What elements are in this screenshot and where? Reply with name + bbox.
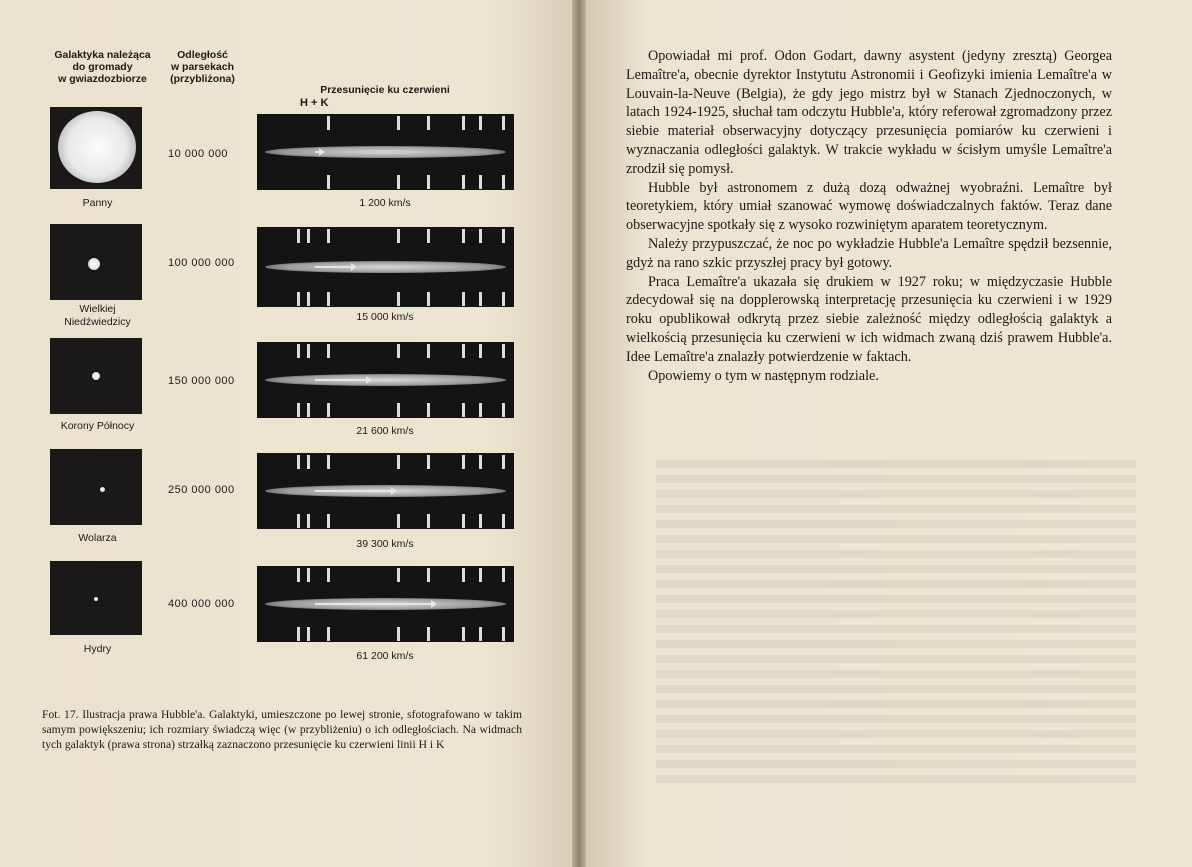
distance-value: 10 000 000 (168, 148, 229, 160)
comparison-lines-bottom (257, 512, 514, 529)
spectrum-row-5 (257, 566, 514, 642)
paragraph: Opowiadał mi prof. Odon Godart, dawny asystent (jedyny zresztą) Georgea Lemaître'a, obecnie dyrektor Instytutu Astronomii i Geofizyki imienia Lemaître'a w Louvain-la-Neuve (Belgia), że gdy jego mistrz był w Stanach Zjednoczonych, w latach 1924-1925, słuchał tam odczytu Hubble'a, który referował zgromadzony przez siebie materiał obserwacyjny dotyczący przesunięcia pomiarów ku czerwieni i wyznaczania odległości galaktyk. W trakcie wykładu w ścisłym umyśle Lemaître'a zrodził się pomysł. (626, 48, 1112, 177)
galaxy-name: Wolarza (78, 532, 117, 544)
header-galaxy: Galaktyka należąca do gromady w gwiazdozbiorze (54, 49, 151, 85)
comparison-lines-bottom (257, 401, 514, 418)
distance-value: 100 000 000 (168, 257, 235, 269)
body-text (626, 47, 1112, 385)
paragraph: Należy przypuszczać, że noc po wykładzie Hubble'a Lemaître spędził bezsennie, gdyż na rano szkic przyszłej pracy był gotowy. (626, 235, 1112, 271)
galaxy-photo-wolarza (50, 449, 142, 525)
left-page (0, 0, 572, 867)
galaxy-image (58, 111, 136, 183)
galaxy-image (94, 597, 98, 601)
spectrum-row-1 (257, 114, 514, 190)
velocity-value: 1 200 km/s (359, 197, 411, 209)
galaxy-image (88, 258, 100, 270)
distance-value: 150 000 000 (168, 375, 235, 387)
redshift-arrow (315, 379, 370, 381)
galaxy-spectrum (265, 374, 506, 386)
galaxy-photo-hydry (50, 561, 142, 635)
redshift-arrow (315, 490, 395, 492)
bleed-through (656, 460, 1136, 790)
velocity-value: 61 200 km/s (356, 650, 414, 662)
book-gutter (572, 0, 586, 867)
galaxy-photo-wielkiej-niedzwiedzicy (50, 224, 142, 300)
comparison-lines-bottom (257, 173, 514, 190)
spectrum-row-4 (257, 453, 514, 529)
galaxy-image (100, 487, 105, 492)
velocity-value: 21 600 km/s (356, 425, 414, 437)
galaxy-name: Korony Północy (60, 420, 135, 432)
velocity-value: 15 000 km/s (356, 311, 414, 323)
paragraph: Praca Lemaître'a ukazała się drukiem w 1927 roku; w międzyczasie Hubble zdecydował się na dopplerowską interpretację przesunięcia ku czerwieni i w 1929 roku opublikował odkrytą przez siebie zależność między odległością galaktyk a wielkością przesunięcia ku czerwieni w ich widmach zwaną dziś prawem Hubble'a. Idee Lemaître'a znalazły potwierdzenie w faktach. (626, 273, 1112, 365)
header-distance: Odległość w parsekach (przybliżona) (170, 49, 235, 85)
hk-label: H + K (300, 97, 329, 109)
galaxy-photo-panny (50, 107, 142, 189)
comparison-lines-bottom (257, 625, 514, 642)
distance-value: 250 000 000 (168, 484, 235, 496)
redshift-arrow (315, 603, 435, 605)
distance-value: 400 000 000 (168, 598, 235, 610)
comparison-lines-top (257, 342, 514, 359)
galaxy-image (92, 372, 100, 380)
redshift-arrow (315, 151, 323, 153)
figure-caption: Fot. 17. Ilustracja prawa Hubble'a. Galaktyki, umieszczone po lewej stronie, sfotografowano w takim samym powiększeniu; ich rozmiary świadczą więc (w przybliżeniu) o ich odległościach. Na widmach tych galaktyk (prawa strona) strzałką zaznaczono przesunięcie ku czerwieni linii H i K (42, 708, 522, 751)
velocity-value: 39 300 km/s (356, 538, 414, 550)
galaxy-name: Hydry (83, 643, 112, 655)
galaxy-spectrum (265, 146, 506, 158)
redshift-arrow (315, 266, 355, 268)
comparison-lines-top (257, 114, 514, 131)
paragraph: Opowiemy o tym w następnym rodziale. (648, 367, 879, 384)
comparison-lines-top (257, 453, 514, 470)
galaxy-name: Panny (82, 197, 113, 209)
header-redshift: Przesunięcie ku czerwieni (320, 84, 450, 96)
comparison-lines-top (257, 566, 514, 583)
spectrum-row-3 (257, 342, 514, 418)
galaxy-name: Wielkiej Niedźwiedzicy (64, 303, 131, 328)
paragraph: Hubble był astronomem z dużą dozą odważnej wyobraźni. Lemaître był teoretykiem, który umiał szanować wymowę doświadczalnych faktów. Teraz dane obserwacyjne spotkały się z wysoko rozwiniętym aparatem teoretycznym. (626, 179, 1112, 234)
galaxy-photo-korony-polnocy (50, 338, 142, 414)
comparison-lines-bottom (257, 290, 514, 307)
spectrum-row-2 (257, 227, 514, 307)
comparison-lines-top (257, 227, 514, 244)
galaxy-spectrum (265, 261, 506, 273)
